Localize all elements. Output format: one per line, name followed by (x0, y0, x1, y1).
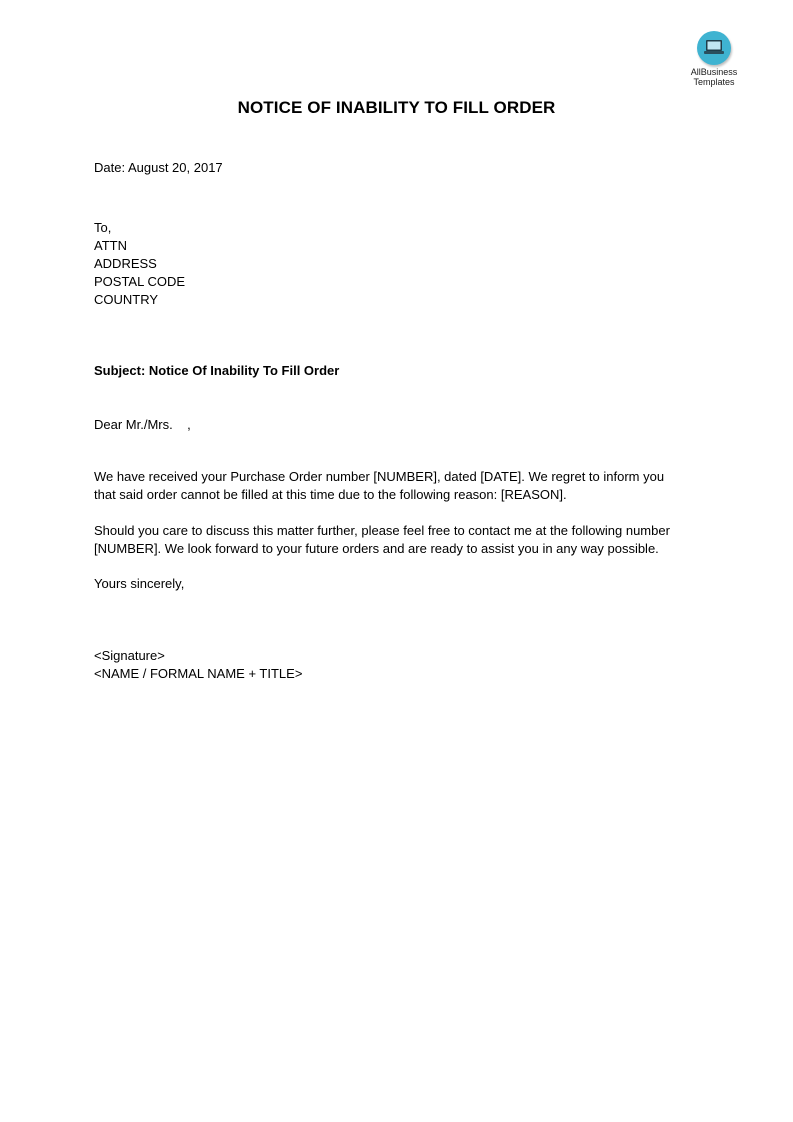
laptop-icon (697, 31, 731, 65)
recipient-postal-code: POSTAL CODE (94, 274, 186, 289)
name-title-placeholder: <NAME / FORMAL NAME + TITLE> (94, 666, 303, 681)
body-paragraph-1-line-1: We have received your Purchase Order number [NUMBER], dated [DATE]. We regret to inform you (94, 469, 665, 484)
logo-text (682, 67, 746, 87)
date-line: Date: August 20, 2017 (94, 160, 223, 175)
logo-line-1: AllBusiness (690, 67, 738, 77)
closing: Yours sincerely, (94, 576, 185, 591)
logo-line-2: Templates (693, 77, 735, 87)
body-paragraph-2-line-2: [NUMBER]. We look forward to your future orders and are ready to assist you in any way possible. (94, 541, 659, 556)
signature-placeholder: <Signature> (94, 648, 165, 663)
subject-line: Subject: Notice Of Inability To Fill Order (94, 363, 340, 378)
recipient-to: To, (94, 220, 112, 235)
company-logo (682, 31, 746, 87)
document-title: NOTICE OF INABILITY TO FILL ORDER (237, 98, 556, 117)
body-paragraph-2-line-1: Should you care to discuss this matter further, please feel free to contact me at the following number (94, 523, 670, 538)
body-paragraph-1-line-2: that said order cannot be filled at this time due to the following reason: [REASON]. (94, 487, 567, 502)
recipient-attn: ATTN (94, 238, 127, 253)
recipient-address: ADDRESS (94, 256, 157, 271)
salutation: Dear Mr./Mrs. , (94, 417, 191, 432)
recipient-country: COUNTRY (94, 292, 159, 307)
